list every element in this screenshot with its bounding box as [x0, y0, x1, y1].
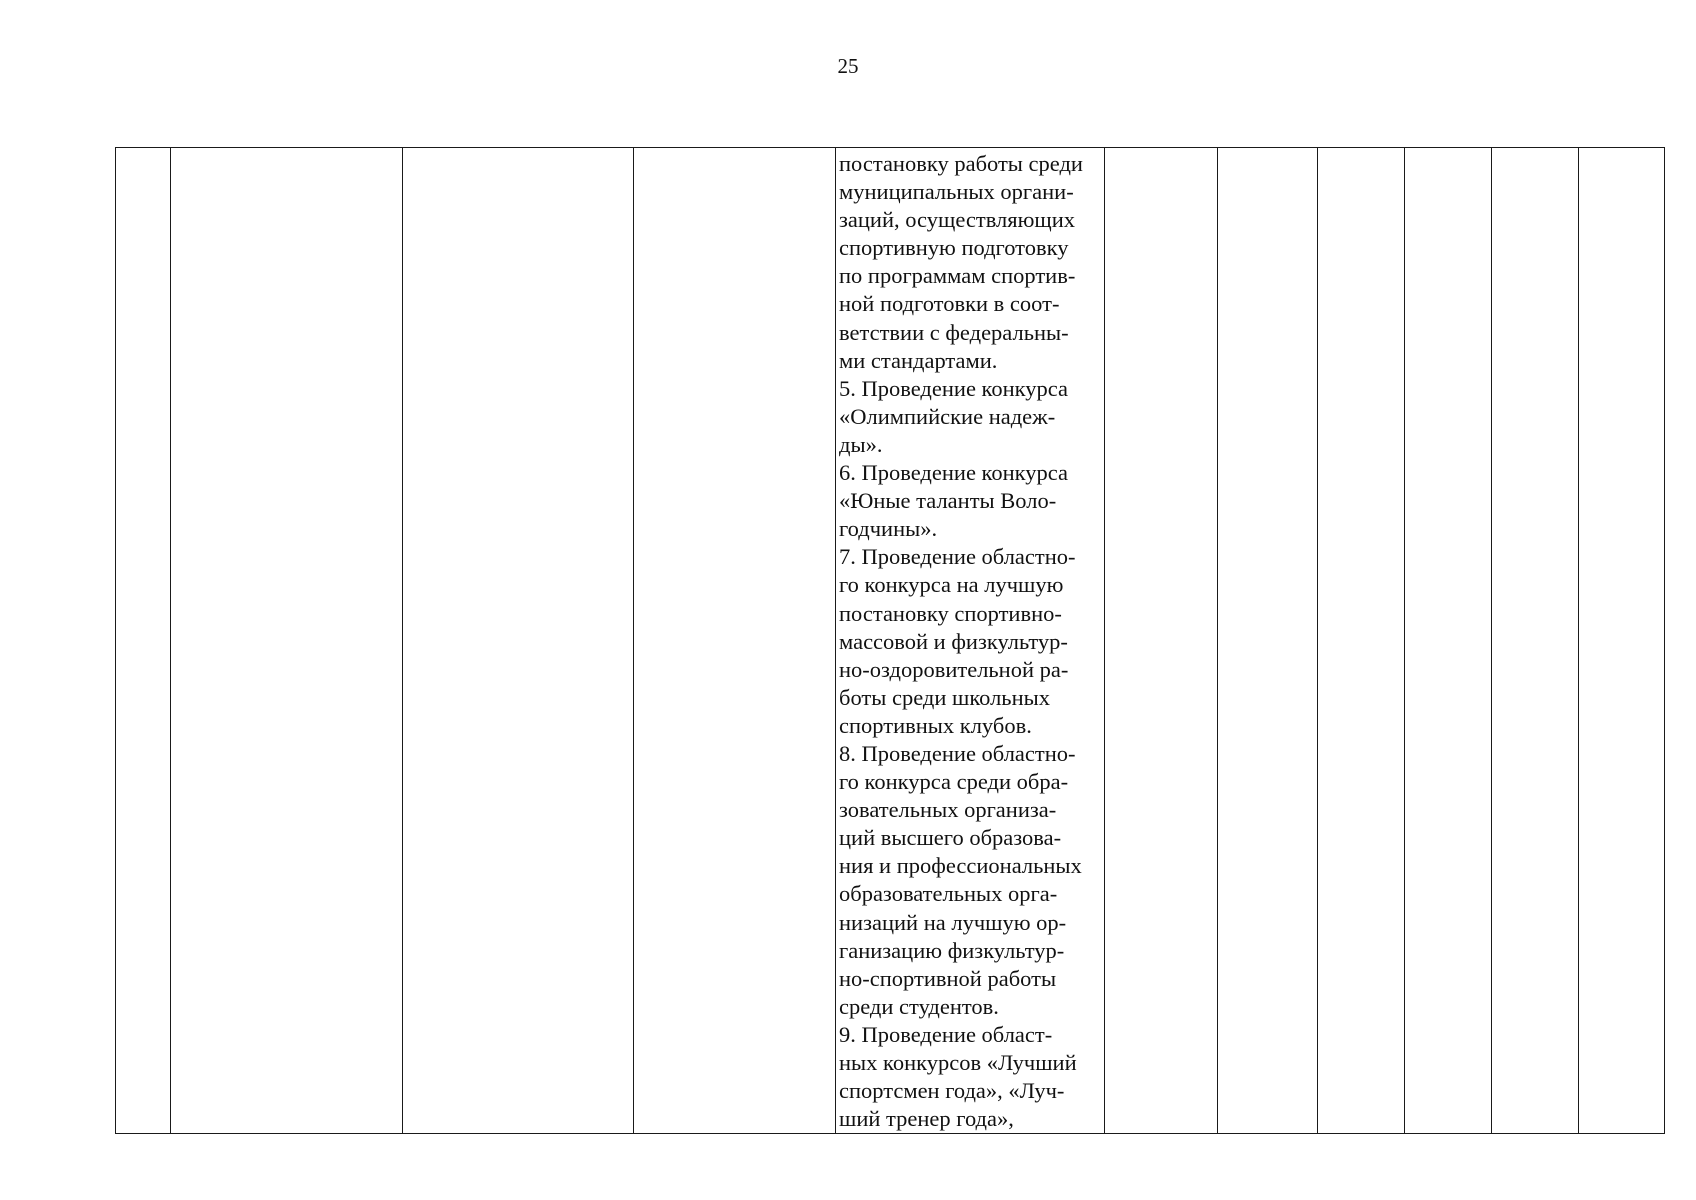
- table-cell-col-7: [1218, 148, 1318, 1134]
- text-line: по программам спортив-: [839, 263, 1076, 289]
- text-line: постановку спортивно-: [839, 600, 1062, 626]
- table-cell-col-4: [634, 148, 836, 1134]
- table-cell-col-2: [171, 148, 403, 1134]
- table-cell-col-3: [403, 148, 634, 1134]
- page-number: 25: [837, 54, 859, 78]
- table-cell-col-10: [1492, 148, 1579, 1134]
- text-line: среди студентов.: [839, 993, 999, 1019]
- text-line: ды».: [839, 431, 883, 457]
- text-line: 7. Проведение областно-: [839, 544, 1076, 570]
- text-line: спортивную подготовку: [839, 235, 1069, 261]
- text-line: муниципальных органи-: [839, 179, 1074, 205]
- text-line: спортсмен года», «Луч-: [839, 1078, 1065, 1104]
- text-line: постановку работы среди: [839, 151, 1083, 176]
- text-line: но-оздоровительной ра-: [839, 656, 1069, 682]
- table-cell-col-6: [1105, 148, 1218, 1134]
- text-line: 8. Проведение областно-: [839, 740, 1076, 766]
- table-cell-col-1: [116, 148, 171, 1134]
- text-line: ций высшего образова-: [839, 825, 1062, 851]
- table-cell-col-9: [1405, 148, 1492, 1134]
- text-line: ветствии с федеральны-: [839, 319, 1069, 345]
- table-row: [116, 148, 1665, 1134]
- text-line: ных конкурсов «Лучший: [839, 1050, 1077, 1075]
- document-table: [115, 147, 1665, 1134]
- text-line: 5. Проведение конкурса: [839, 375, 1068, 401]
- table-cell-measures: [836, 148, 1105, 1134]
- text-line: 9. Проведение област-: [839, 1021, 1053, 1047]
- table-cell-col-11: [1579, 148, 1665, 1134]
- table-cell-col-8: [1318, 148, 1405, 1134]
- text-line: образовательных орга-: [839, 881, 1058, 907]
- text-line: ния и профессиональных: [839, 853, 1082, 879]
- text-line: го конкурса среди обра-: [839, 769, 1069, 795]
- text-line: низаций на лучшую ор-: [839, 909, 1067, 935]
- text-line: 6. Проведение конкурса: [839, 460, 1068, 486]
- text-line: го конкурса на лучшую: [839, 572, 1064, 598]
- text-line: боты среди школьных: [839, 684, 1050, 710]
- text-line: заций, осуществляющих: [839, 207, 1076, 233]
- measures-text: [839, 148, 1104, 1133]
- text-line: годчины».: [839, 516, 938, 542]
- text-line: ший тренер года»,: [839, 1106, 1014, 1132]
- text-line: ганизацию физкультур-: [839, 937, 1065, 963]
- text-line: «Олимпийские надеж-: [839, 403, 1056, 429]
- text-line: зовательных организа-: [839, 797, 1057, 823]
- text-line: ми стандартами.: [839, 347, 998, 373]
- text-line: спортивных клубов.: [839, 712, 1032, 738]
- text-line: «Юные таланты Воло-: [839, 488, 1057, 514]
- text-line: массовой и физкультур-: [839, 628, 1068, 654]
- text-line: но-спортивной работы: [839, 965, 1057, 991]
- text-line: ной подготовки в соот-: [839, 291, 1060, 317]
